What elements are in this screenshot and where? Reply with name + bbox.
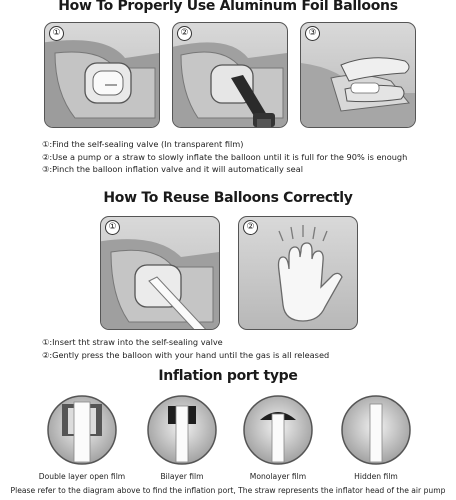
step1-number: ①	[49, 26, 64, 41]
port-label-bilayer: Bilayer film	[160, 472, 204, 481]
step1-panel	[44, 22, 160, 128]
monolayer-port-icon	[242, 394, 314, 466]
step1-text: ①:Find the self-sealing valve (In transparent film)	[42, 139, 244, 149]
hidden-port-icon	[340, 394, 412, 466]
reuse-step1-number: ①	[105, 220, 120, 235]
bilayer-port-icon	[146, 394, 218, 466]
step3-text: ③:Pinch the balloon inflation valve and it will automatically seal	[42, 164, 304, 175]
straw-insert-icon	[101, 217, 219, 329]
step2-panel	[172, 22, 288, 128]
step3-number: ③	[305, 26, 320, 41]
reuse-step2-text: ②:Gently press the balloon with your hand until the gas is all released	[42, 349, 330, 360]
reuse-step1-text: ①:Insert tht straw into the self-sealing valve	[42, 337, 223, 347]
section2-title: How To Reuse Balloons Correctly	[103, 190, 353, 206]
port-label-double-layer: Double layer open film	[38, 472, 126, 481]
step3-panel	[300, 22, 416, 128]
port-label-hidden: Hidden film	[354, 472, 398, 481]
balloon-valve-icon	[45, 23, 159, 127]
footer-note: Please refer to the diagram above to find the inflation port, The straw represents the inflator head of the air pump	[10, 486, 446, 495]
step2-text: ②:Use a pump or a straw to slowly inflate the balloon until it is full for the 90% is enough	[42, 151, 408, 162]
reuse-step2-panel	[238, 216, 358, 330]
pump-nozzle-icon	[173, 23, 287, 127]
section3-title: Inflation port type	[158, 368, 298, 384]
port-label-monolayer: Monolayer film	[249, 472, 307, 481]
section2-steps	[42, 336, 329, 361]
reuse-step1-panel	[100, 216, 220, 330]
double-layer-port-icon	[46, 394, 118, 466]
step2-number: ②	[177, 26, 192, 41]
reuse-step2-number: ②	[243, 220, 258, 235]
section1-steps	[42, 138, 407, 176]
hand-press-icon	[239, 217, 357, 329]
pinch-valve-icon	[301, 23, 415, 127]
section1-title: How To Properly Use Aluminum Foil Balloons	[58, 0, 398, 14]
